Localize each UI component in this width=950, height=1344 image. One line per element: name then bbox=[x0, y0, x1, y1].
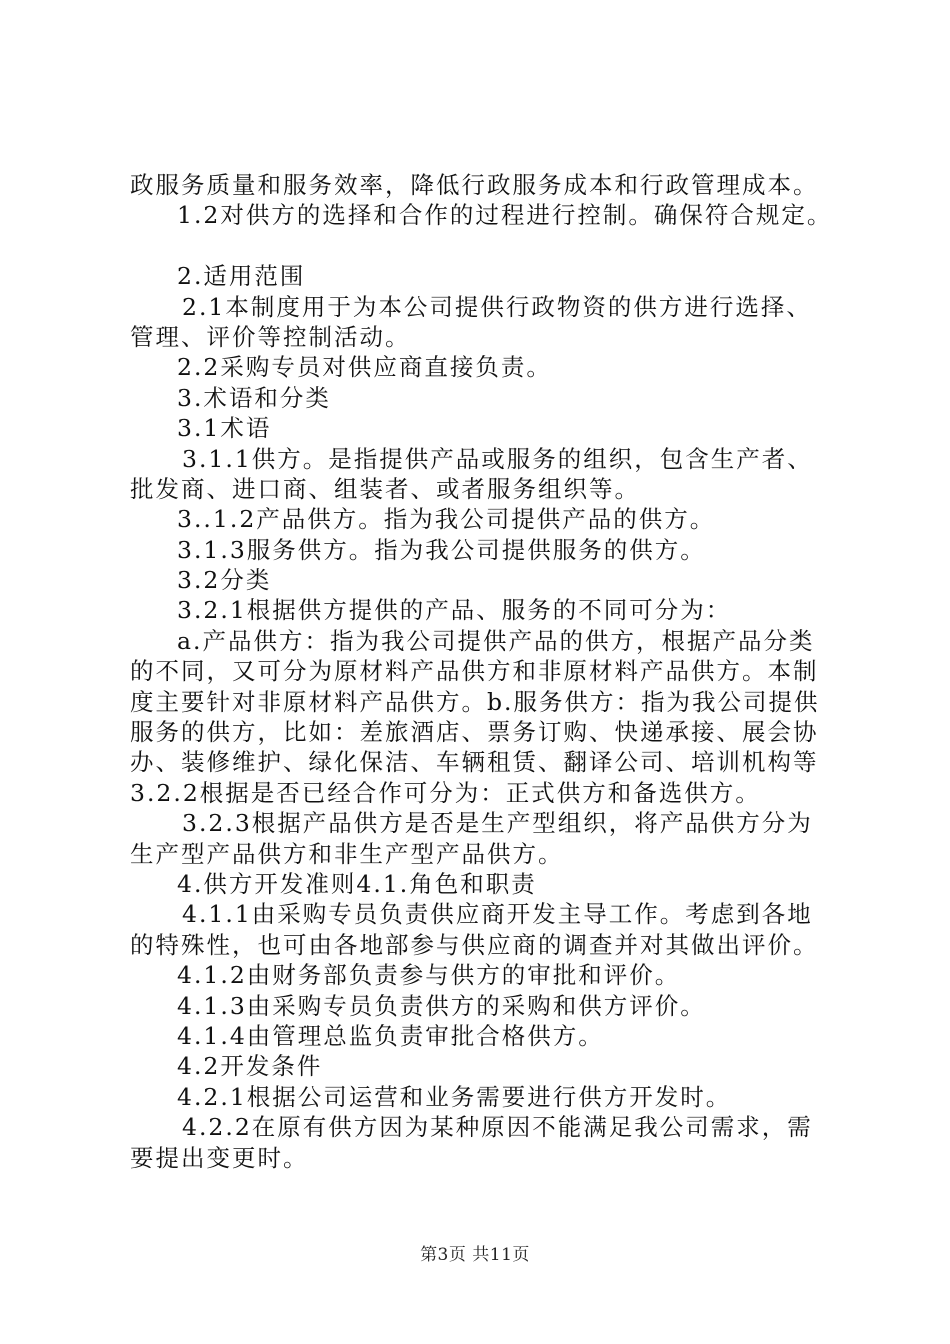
paragraph-line: a.产品供方：指为我公司提供产品的供方，根据产品分类 bbox=[177, 626, 815, 655]
paragraph-line: 办、装修维护、绿化保洁、车辆租赁、翻译公司、培训机构等 bbox=[130, 748, 819, 777]
paragraph-line: 批发商、进口商、组装者、或者服务组织等。 bbox=[130, 474, 640, 503]
paragraph-line: 3.1.3服务供方。指为我公司提供服务的供方。 bbox=[177, 535, 706, 564]
paragraph-line: 服务的供方，比如：差旅酒店、票务订购、快递承接、展会协 bbox=[130, 718, 819, 747]
paragraph-line: 4.2.2在原有供方因为某种原因不能满足我公司需求，需 bbox=[182, 1113, 813, 1142]
page-number-footer: 第3页 共11页 bbox=[420, 1245, 530, 1265]
document-body bbox=[130, 170, 833, 1173]
paragraph-line: 的特殊性，也可由各地部参与供应商的调查并对其做出评价。 bbox=[130, 930, 819, 959]
paragraph-line: 3.2.1根据供方提供的产品、服务的不同可分为： bbox=[177, 596, 732, 625]
paragraph-line: 4.2.1根据公司运营和业务需要进行供方开发时。 bbox=[177, 1082, 732, 1111]
paragraph-line: 4.1.1由采购专员负责供应商开发主导工作。考虑到各地 bbox=[182, 900, 813, 929]
section-heading: 3.1术语 bbox=[177, 414, 272, 443]
paragraph-line: 3..1.2产品供方。指为我公司提供产品的供方。 bbox=[177, 505, 716, 534]
section-heading: 3.2分类 bbox=[177, 566, 272, 595]
paragraph-line: 1.2对供方的选择和合作的过程进行控制。确保符合规定。 bbox=[177, 201, 833, 230]
paragraph-line: 的不同，又可分为原材料产品供方和非原材料产品供方。本制 bbox=[130, 657, 819, 686]
paragraph-line: 4.1.4由管理总监负责审批合格供方。 bbox=[177, 1021, 604, 1050]
paragraph-line: 4.1.3由采购专员负责供方的采购和供方评价。 bbox=[177, 991, 706, 1020]
paragraph-line: 生产型产品供方和非生产型产品供方。 bbox=[130, 839, 564, 868]
paragraph-gap bbox=[130, 231, 830, 261]
paragraph-line: 2.2采购专员对供应商直接负责。 bbox=[177, 353, 552, 382]
paragraph-line: 3.1.1供方。是指提供产品或服务的组织，包含生产者、 bbox=[182, 444, 813, 473]
paragraph-line: 管理、评价等控制活动。 bbox=[130, 322, 411, 351]
paragraph-line: 政服务质量和服务效率，降低行政服务成本和行政管理成本。 bbox=[130, 171, 819, 199]
paragraph-line: 3.2.2根据是否已经合作可分为：正式供方和备选供方。 bbox=[130, 778, 761, 807]
paragraph-line: 要提出变更时。 bbox=[130, 1143, 309, 1172]
paragraph-line: 4.1.2由财务部负责参与供方的审批和评价。 bbox=[177, 961, 681, 990]
paragraph-line: 3.2.3根据产品供方是否是生产型组织，将产品供方分为 bbox=[182, 809, 813, 838]
section-heading: 3.术语和分类 bbox=[177, 383, 331, 412]
paragraph-line: 2.1本制度用于为本公司提供行政物资的供方进行选择、 bbox=[182, 292, 812, 321]
section-heading: 4.供方开发准则4.1.角色和职责 bbox=[177, 869, 537, 898]
paragraph-line: 度主要针对非原材料产品供方。b.服务供方：指为我公司提供 bbox=[130, 687, 820, 716]
section-heading: 2.适用范围 bbox=[177, 262, 306, 291]
section-heading: 4.2开发条件 bbox=[177, 1052, 323, 1081]
